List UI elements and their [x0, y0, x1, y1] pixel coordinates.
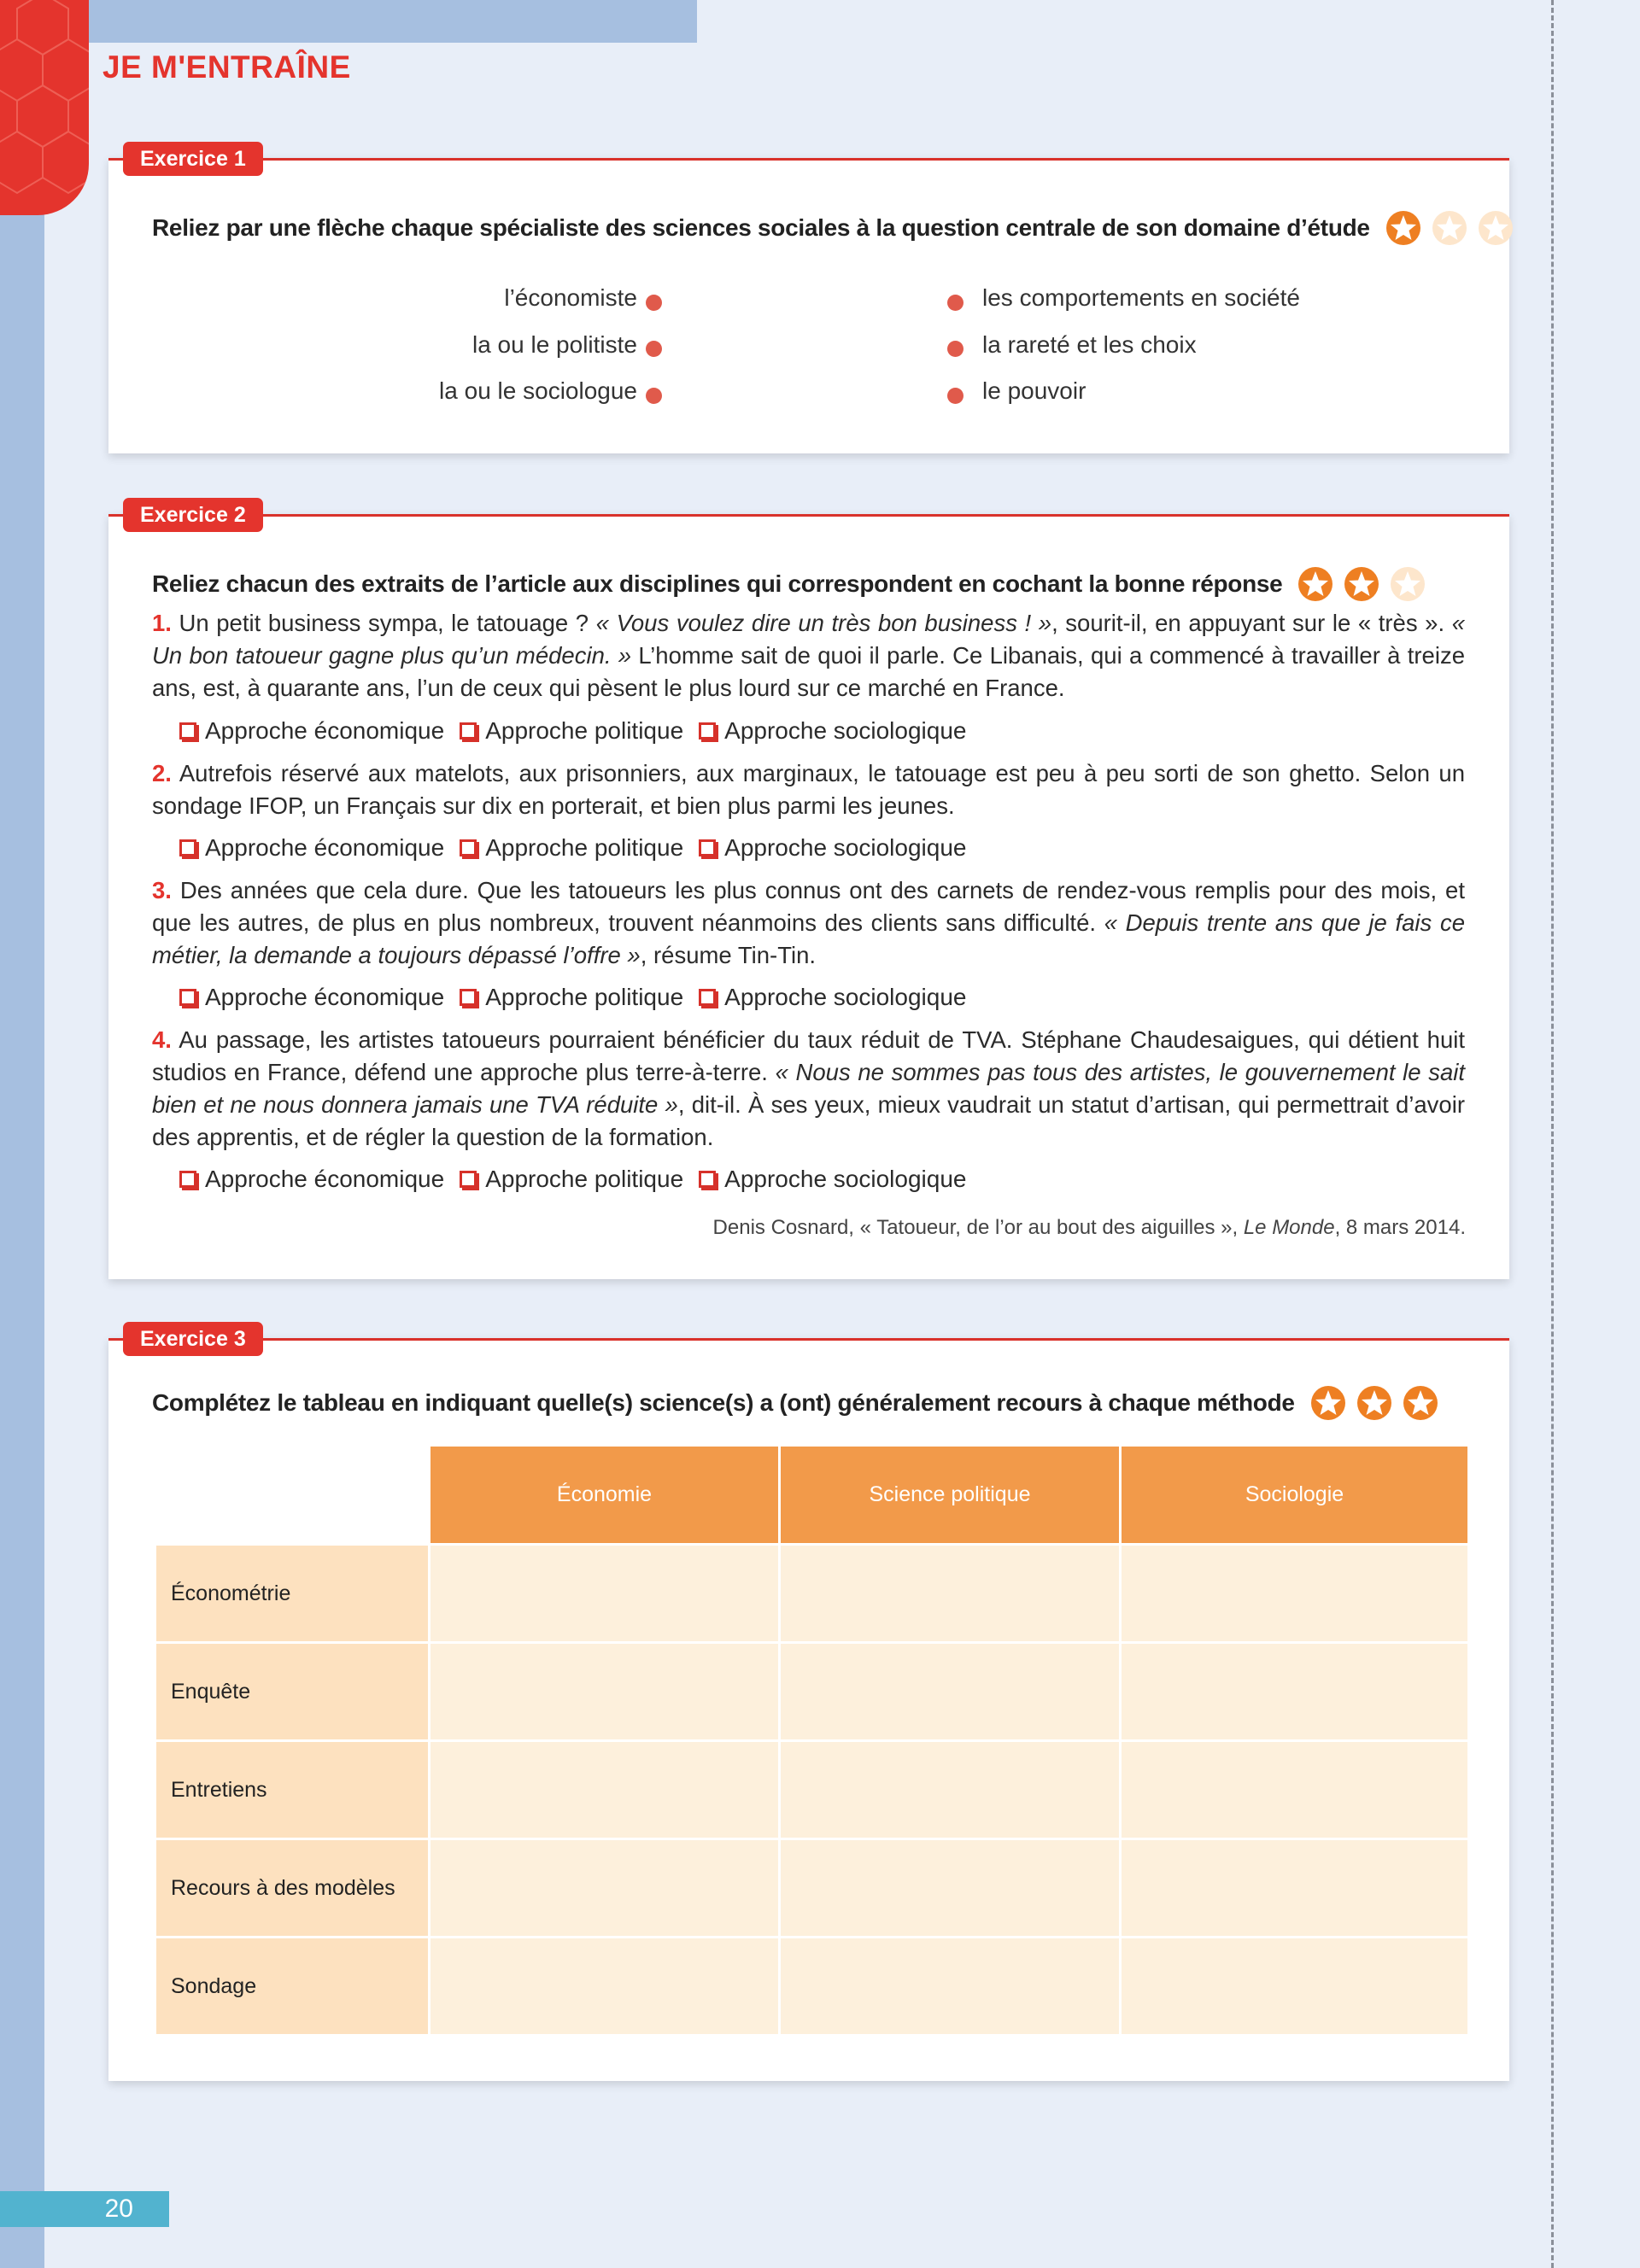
- answer-checkbox-option[interactable]: [699, 984, 966, 1011]
- checkbox-label: Approche sociologique: [724, 984, 967, 1010]
- match-left-item: l’économiste: [504, 284, 637, 311]
- instruction-text: Complétez le tableau en indiquant quelle(s) science(s) a (ont) généralement recours à chaque méthode: [152, 1389, 1295, 1416]
- empty-corner-cell: [155, 1446, 430, 1545]
- star-filled-icon: [1310, 1385, 1346, 1421]
- answer-cell[interactable]: [1121, 1938, 1469, 2036]
- instruction-text: Reliez par une flèche chaque spécialiste des sciences sociales à la question centrale de son domaine d’étude: [152, 214, 1370, 241]
- checkbox-icon[interactable]: [179, 989, 196, 1006]
- checkbox-label: Approche politique: [485, 717, 684, 744]
- extract-text: , sourit-il, en appuyant sur le « très ».: [1051, 610, 1452, 636]
- page-title: JE M'ENTRAÎNE: [102, 50, 351, 85]
- star-empty-icon: [1478, 210, 1514, 246]
- answer-cell[interactable]: [1121, 1545, 1469, 1643]
- extract-text: , dit-il. À ses yeux, mieux vaudrait un statut d’artisan, qui permettrait d’avoir des apprentis, et de régler la question de la formation.: [152, 1091, 1465, 1150]
- column-header: Science politique: [780, 1446, 1121, 1545]
- answer-checkbox-option[interactable]: [179, 834, 444, 862]
- star-empty-icon: [1432, 210, 1467, 246]
- top-header-bar: [44, 0, 697, 43]
- checkbox-label: Approche politique: [485, 834, 684, 861]
- exercise-1-badge: Exercice 1: [123, 142, 263, 176]
- table-row: [155, 1545, 1469, 1643]
- cut-line: [1551, 0, 1554, 2268]
- checkbox-label: Approche sociologique: [724, 717, 967, 744]
- exercise-3-badge: Exercice 3: [123, 1322, 263, 1356]
- table-row: [155, 1938, 1469, 2036]
- answer-checkbox-option[interactable]: [699, 834, 966, 862]
- checkbox-icon[interactable]: [460, 989, 477, 1006]
- star-filled-icon: [1297, 566, 1333, 602]
- column-header: Sociologie: [1121, 1446, 1469, 1545]
- checkbox-label: Approche économique: [205, 834, 445, 861]
- answer-cell[interactable]: [780, 1741, 1121, 1839]
- answer-cell[interactable]: [780, 1545, 1121, 1643]
- star-empty-icon: [1390, 566, 1426, 602]
- extract-text: Autrefois réservé aux matelots, aux prisonniers, aux marginaux, le tatouage est peu à peu sorti de son ghetto. Selon un sondage IFOP, un Français sur dix en porterait, et bien plus parmi les jeunes.: [152, 760, 1465, 819]
- exercise-1-card: [108, 147, 1509, 453]
- section-tab-decoration: [0, 0, 89, 215]
- checkbox-icon[interactable]: [460, 839, 477, 856]
- extract-paragraph: [152, 607, 1465, 704]
- match-left-item: la ou le sociologue: [439, 377, 637, 404]
- column-header: Économie: [430, 1446, 780, 1545]
- extract-paragraph: [152, 1024, 1465, 1154]
- match-left-item: la ou le politiste: [472, 331, 637, 358]
- checkbox-icon[interactable]: [460, 1171, 477, 1188]
- source-date: , 8 mars 2014.: [1334, 1216, 1466, 1239]
- checkbox-icon[interactable]: [179, 839, 196, 856]
- match-right-dot[interactable]: [947, 341, 964, 357]
- source-text: Denis Cosnard, « Tatoueur, de l’or au bout des aiguilles »,: [712, 1216, 1244, 1239]
- row-header: Recours à des modèles: [155, 1839, 430, 1938]
- extract-text: Au passage, les artistes tatoueurs pourraient bénéficier du taux réduit de TVA. Stéphane Chaudesaigues, qui détient huit studios en France, défend une approche plus terre-à-terre.: [152, 1026, 1465, 1085]
- hexagon-pattern-icon: [0, 0, 89, 215]
- checkbox-icon[interactable]: [179, 722, 196, 739]
- extract-text: , résume Tin-Tin.: [640, 942, 817, 968]
- table-row: [155, 1839, 1469, 1938]
- match-left-dot[interactable]: [646, 341, 662, 357]
- answer-checkbox-option[interactable]: [460, 984, 683, 1011]
- answer-cell[interactable]: [780, 1839, 1121, 1938]
- difficulty-stars: [1287, 566, 1426, 602]
- quote-text: « Nous ne sommes pas tous des artistes, le gouvernement le sait bien et ne nous donnera jamais une TVA réduite »: [152, 1059, 1466, 1118]
- checkbox-icon[interactable]: [699, 722, 716, 739]
- checkbox-icon[interactable]: [460, 722, 477, 739]
- answer-checkbox-option[interactable]: [179, 1166, 444, 1193]
- answer-cell[interactable]: [1121, 1741, 1469, 1839]
- match-right-dot[interactable]: [947, 388, 964, 404]
- left-margin-strip: [0, 0, 44, 2268]
- row-header: Économétrie: [155, 1545, 430, 1643]
- extract-paragraph: [152, 874, 1465, 972]
- exercise-2-card: [108, 503, 1509, 1279]
- star-filled-icon: [1344, 566, 1379, 602]
- checkbox-icon[interactable]: [179, 1171, 196, 1188]
- match-right-dot[interactable]: [947, 295, 964, 311]
- difficulty-stars: [1300, 1385, 1438, 1421]
- extract-number: 1.: [152, 610, 172, 636]
- methods-table: [154, 1444, 1470, 2037]
- difficulty-stars: [1375, 210, 1514, 246]
- extract-number: 3.: [152, 877, 172, 903]
- answer-checkbox-option[interactable]: [699, 1166, 966, 1193]
- answer-checkbox-option[interactable]: [460, 717, 683, 745]
- answer-checkbox-option[interactable]: [699, 717, 966, 745]
- choice-row: [179, 717, 981, 745]
- exercise-2-instruction: [152, 566, 1426, 602]
- match-right-item: le pouvoir: [982, 377, 1086, 404]
- extract-paragraph: [152, 757, 1465, 822]
- checkbox-label: Approche sociologique: [724, 1166, 967, 1192]
- extract-text: L’homme sait de quoi il parle. Ce Libanais, qui a commencé à travailler à treize ans, est, à quarante ans, l’un de ceux qui pèsent le plus lourd sur ce marché en France.: [152, 642, 1465, 701]
- answer-cell[interactable]: [1121, 1839, 1469, 1938]
- star-filled-icon: [1356, 1385, 1392, 1421]
- page-number: 20: [0, 2191, 169, 2227]
- table-header-row: [155, 1446, 1469, 1545]
- row-header: Sondage: [155, 1938, 430, 2036]
- checkbox-icon[interactable]: [699, 989, 716, 1006]
- answer-cell[interactable]: [1121, 1643, 1469, 1741]
- checkbox-label: Approche économique: [205, 984, 445, 1010]
- match-right-item: la rareté et les choix: [982, 331, 1197, 358]
- extract-number: 4.: [152, 1026, 172, 1053]
- choice-row: [179, 984, 981, 1011]
- choice-row: [179, 834, 981, 862]
- extract-number: 2.: [152, 760, 172, 786]
- answer-checkbox-option[interactable]: [460, 1166, 683, 1193]
- match-left-dot[interactable]: [646, 388, 662, 404]
- star-filled-icon: [1403, 1385, 1438, 1421]
- answer-cell[interactable]: [780, 1643, 1121, 1741]
- checkbox-icon[interactable]: [699, 1171, 716, 1188]
- row-header: Entretiens: [155, 1741, 430, 1839]
- quote-text: « Vous voulez dire un très bon business ! »: [595, 610, 1052, 636]
- answer-checkbox-option[interactable]: [460, 834, 683, 862]
- answer-cell[interactable]: [430, 1938, 780, 2036]
- table-row: [155, 1741, 1469, 1839]
- match-right-item: les comportements en société: [982, 284, 1300, 311]
- star-filled-icon: [1385, 210, 1421, 246]
- answer-checkbox-option[interactable]: [179, 984, 444, 1011]
- checkbox-label: Approche économique: [205, 717, 445, 744]
- source-journal: Le Monde: [1243, 1216, 1335, 1239]
- quote-text: « Depuis trente ans que je fais ce métier, la demande a toujours dépassé l’offre »: [152, 909, 1466, 968]
- exercise-1-instruction: [152, 210, 1514, 246]
- extract-text: Un petit business sympa, le tatouage ?: [171, 610, 596, 636]
- checkbox-label: Approche politique: [485, 984, 684, 1010]
- extract-text: Des années que cela dure. Que les tatoueurs les plus connus ont des carnets de rendez-vous remplis pour des mois, et que les autres, de plus en plus nombreux, trouvent néanmoins des clients sans difficulté.: [152, 877, 1465, 936]
- answer-cell[interactable]: [430, 1741, 780, 1839]
- exercise-3-instruction: [152, 1385, 1438, 1421]
- answer-checkbox-option[interactable]: [179, 717, 444, 745]
- answer-cell[interactable]: [430, 1545, 780, 1643]
- source-citation: [713, 1216, 1466, 1240]
- checkbox-label: Approche politique: [485, 1166, 684, 1192]
- match-left-dot[interactable]: [646, 295, 662, 311]
- answer-cell[interactable]: [780, 1938, 1121, 2036]
- exercise-2-badge: Exercice 2: [123, 498, 263, 532]
- checkbox-label: Approche économique: [205, 1166, 445, 1192]
- choice-row: [179, 1166, 981, 1193]
- table-row: [155, 1643, 1469, 1741]
- checkbox-icon[interactable]: [699, 839, 716, 856]
- answer-cell[interactable]: [430, 1643, 780, 1741]
- instruction-text: Reliez chacun des extraits de l’article aux disciplines qui correspondent en cochant la bonne réponse: [152, 570, 1283, 597]
- checkbox-label: Approche sociologique: [724, 834, 967, 861]
- row-header: Enquête: [155, 1643, 430, 1741]
- answer-cell[interactable]: [430, 1839, 780, 1938]
- quote-text: « Un bon tatoueur gagne plus qu’un médecin. »: [152, 610, 1465, 669]
- exercise-3-card: [108, 1327, 1509, 2081]
